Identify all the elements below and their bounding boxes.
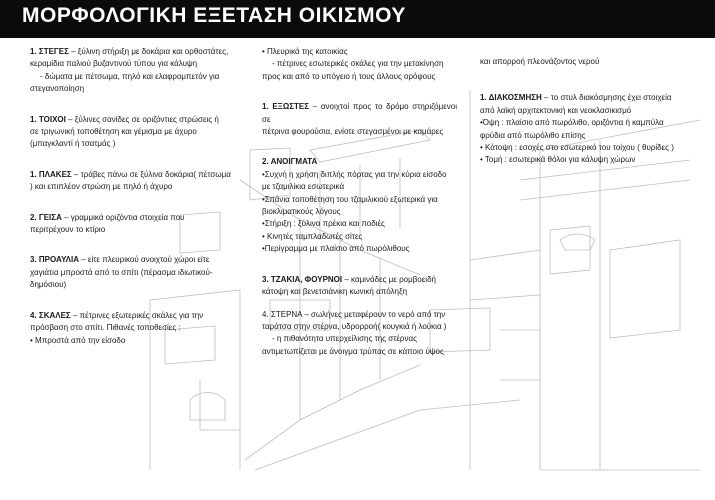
section-heading: 2. ΓΕΙΣΑ <box>30 212 62 222</box>
section-text: ταράτσα στην στέρνα, υδρορροή( κουγκιά ή λούκια ) <box>262 321 447 331</box>
section-text: αντιμετωπίζεται με άνοιγμα τρύπας σε κάποιο ύψος <box>262 346 444 356</box>
section-text: από λαϊκή αρχιτεκτονική και νεοκλασικισμό <box>480 105 632 115</box>
section-heading: 1. ΕΞΩΣΤΕΣ <box>262 102 310 112</box>
section-text: • Πλευρικά της κατοικίας <box>262 47 348 56</box>
section-text: – είτε πλευρικού ανοιχτού χώροι είτε <box>81 255 210 265</box>
section-text: κεραμίδια παλιού βυζαντινού τύπου για κάλυψη <box>30 59 198 69</box>
section-text: ) και επιπλέον στρώση με πηλό ή άχυρο <box>30 182 173 192</box>
section-text: •Περίγραμμα με πλαίσιο από πωρόλιθους <box>262 244 410 254</box>
section-text: – γραμμικά οριζόντια στοιχεία που <box>64 212 185 222</box>
section-diakosmisi <box>480 92 688 166</box>
section-text: και απορροή πλεονάζοντος νερού <box>480 57 600 66</box>
title-bar <box>0 0 715 38</box>
section-text: βιοκλιματικούς λόγους <box>262 207 341 217</box>
section-text: – ανοιχτοί προς το δρόμο στηριζόμενοι σε <box>262 102 457 124</box>
section-text: κάτοψη και βενετσιάνικη κωνική απόληξη <box>262 287 408 297</box>
section-text: - δώματα με πέτσωμα, πηλό και ελαφρομπετόν για <box>40 71 220 81</box>
section-tzakia <box>262 274 457 299</box>
section-text: πρόσβαση στο σπίτι. Πιθανές τοποθεσίες : <box>30 323 181 333</box>
section-sterna-continued <box>480 56 688 68</box>
section-text: φρύδια από πωρόλιθο επίσης <box>480 130 586 140</box>
section-text: πέτρινα φουρούσια, ενίοτε στεγασμένοι με καμάρες <box>262 127 444 137</box>
section-text: - πέτρινες εσωτερικές σκάλες για την μετακίνηση <box>272 59 444 69</box>
section-heading: 3. ΤΖΑΚΙΑ, ΦΟΥΡΝΟΙ <box>262 274 343 284</box>
section-heading: 1. ΤΟΙΧΟΙ <box>30 114 66 124</box>
section-eksostes <box>262 101 457 138</box>
section-text: περιτρέχουν το κτίριο <box>30 225 106 235</box>
section-text: •Στήριξη : ξύλινα πρέκια και ποδιές <box>262 219 385 229</box>
section-text: • Μπροστά από την είσοδο <box>30 335 126 345</box>
section-skales-continued <box>262 46 457 83</box>
section-text: – το στυλ διακόσμησης έχει στοιχεία <box>544 93 672 103</box>
section-text: – καμινάδες με ρομβοειδή <box>344 274 436 284</box>
section-text: – πέτρινες εξωτερικές σκάλες για την <box>72 310 204 320</box>
section-heading: 1. ΠΛΑΚΕΣ <box>30 169 72 179</box>
section-plakes <box>30 169 235 194</box>
column-middle <box>262 46 457 358</box>
section-text: • Κάτοψη : εσοχές στο εσωτερικό του τοίχου ( θυρίδες ) <box>480 143 674 153</box>
section-text: – σωλήνες μεταφέρουν το νερό από την <box>304 309 446 319</box>
section-toixoi <box>30 114 235 151</box>
section-geisa <box>30 212 235 237</box>
section-text: προς και από το υπόγειο ή τους άλλους ορόφους <box>262 71 436 81</box>
section-text: •Όψη : πλαίσιο από πωρόλιθο, οριζόντια ή καμπύλα <box>480 118 664 128</box>
section-text: • Κινητές ταμπλαδωτές σίτες <box>262 231 363 241</box>
section-text: – τράβες πάνω σε ξύλινα δοκάρια( πέτσωμα <box>73 169 231 179</box>
section-heading: 4. ΣΤΕΡΝΑ <box>262 309 303 319</box>
column-right <box>480 56 688 167</box>
section-text: δημόσιου) <box>30 280 67 290</box>
section-text: • Τομή : εσωτερικά θόλοι για κάλυψη χώρων <box>480 155 636 165</box>
page-title: ΜΟΡΦΟΛΟΓΙΚΗ ΕΞΕΤΑΣΗ ΟΙΚΙΣΜΟΥ <box>22 4 406 27</box>
section-skales <box>30 310 235 347</box>
section-text: – ξύλινη στήριξη με δοκάρια και ορθοστάτες, <box>71 47 229 56</box>
section-heading: 2. ΑΝΟΙΓΜΑΤΑ <box>262 157 318 167</box>
section-text: στεγανοποίηση <box>30 84 85 94</box>
section-heading: 1. ΔΙΑΚΟΣΜΗΣΗ <box>480 93 542 103</box>
section-text: – ξύλινες σανίδες σε οριζόντιες στρώσεις ή <box>68 114 219 124</box>
section-proaulia <box>30 254 235 291</box>
section-text: με τζαμιλίκια εσωτερικά <box>262 182 345 192</box>
section-text: •Σπάνια τοποθέτηση του τζαμιλικιού εξωτερικά για <box>262 194 438 204</box>
section-heading: 4. ΣΚΑΛΕΣ <box>30 310 71 320</box>
section-anoigmata <box>262 156 457 255</box>
section-text: σε τριγωνική τοποθέτηση και γέμισμα με άχυρο <box>30 127 197 137</box>
section-text: - η πιθανότητα υπερχείλισης της στέρνας <box>272 334 417 344</box>
section-text: χαγιάτια μπροστά από το σπίτι (πέρασμα ιδιωτικού- <box>30 267 213 277</box>
section-text: •Συχνή η χρήση διπλής πόρτας για την κύρια είσοδο <box>262 169 447 179</box>
section-heading: 3. ΠΡΟΑΥΛΙΑ <box>30 255 80 265</box>
column-left <box>30 46 235 357</box>
section-steges <box>30 46 235 96</box>
section-sterna <box>262 309 457 359</box>
section-heading: 1. ΣΤΕΓΕΣ <box>30 47 69 56</box>
section-text: (μπαγκλαντί ή τσατμάς ) <box>30 139 116 149</box>
